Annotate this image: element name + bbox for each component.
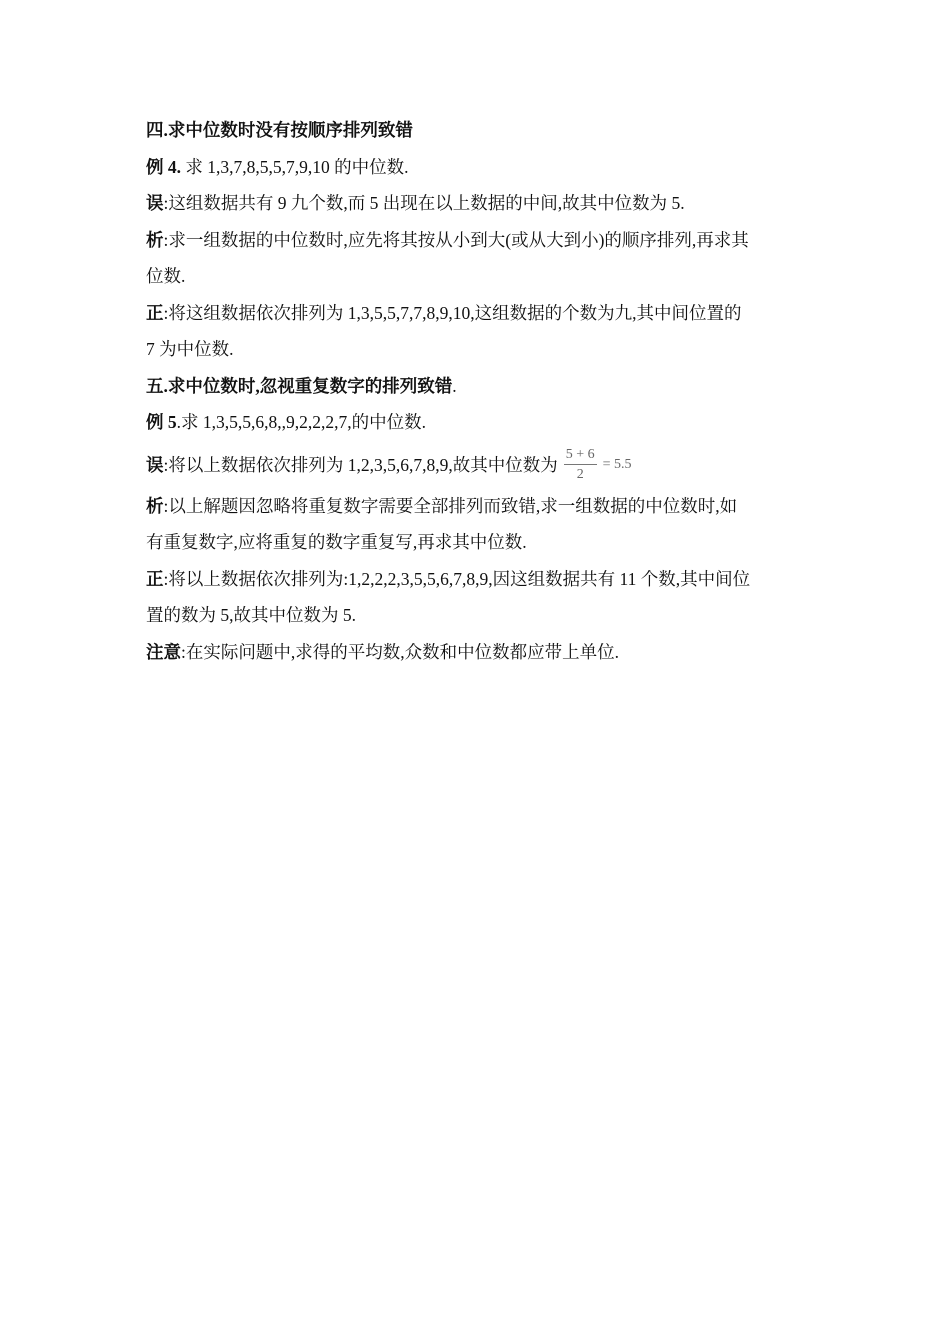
note-text: :在实际问题中,求得的平均数,众数和中位数都应带上单位.: [181, 641, 619, 662]
document-page: [146, 112, 814, 670]
example-5-correct-cont: 置的数为 5,故其中位数为 5.: [146, 605, 356, 625]
analysis-text: :求一组数据的中位数时,应先将其按从小到大(或从大到小)的顺序排列,再求其: [163, 229, 749, 250]
example-4-correct-cont: 7 为中位数.: [146, 339, 234, 359]
example-label: 例 4.: [146, 156, 181, 177]
wrong-label: 误: [146, 193, 164, 213]
note-line: [146, 634, 814, 671]
wrong-label: 误: [146, 455, 164, 475]
wrong-text: :这组数据共有 9 九个数,而 5 出现在以上数据的中间,故其中位数为 5.: [163, 193, 685, 213]
correct-text: :将以上数据依次排列为:1,2,2,2,3,5,5,6,7,8,9,因这组数据共有 11 个数,其中间位: [163, 568, 751, 589]
example-4-correct: [146, 295, 814, 332]
section-heading-4: 四.求中位数时没有按顺序排列致错: [146, 120, 413, 140]
fraction-result: = 5.5: [602, 456, 632, 472]
example-4-question: [146, 149, 814, 186]
example-5-question: [146, 404, 814, 441]
correct-label: 正: [146, 568, 164, 589]
correct-label: 正: [146, 302, 164, 323]
analysis-label: 析: [146, 229, 164, 250]
wrong-text: :将以上数据依次排列为 1,2,3,5,6,7,8,9,故其中位数为: [163, 455, 558, 475]
analysis-label: 析: [146, 495, 164, 516]
fraction-numerator: 5 + 6: [564, 446, 597, 465]
example-5-analysis: [146, 488, 814, 525]
fraction-denominator: 2: [576, 467, 584, 482]
correct-text: :将这组数据依次排列为 1,3,5,5,7,7,8,9,10,这组数据的个数为九,其中间位置的: [163, 302, 742, 323]
example-4-analysis: [146, 222, 814, 259]
example-5-correct: [146, 561, 814, 598]
example-text: 求 1,3,7,8,5,5,7,9,10 的中位数.: [181, 156, 409, 177]
example-label: 例 5: [146, 412, 177, 432]
example-5-analysis-cont: 有重复数字,应将重复的数字重复写,再求其中位数.: [146, 532, 527, 552]
analysis-text: :以上解题因忽略将重复数字需要全部排列而致错,求一组数据的中位数时,如: [163, 495, 738, 516]
example-4-analysis-cont: 位数.: [146, 266, 186, 286]
example-text: .求 1,3,5,5,6,8,,9,2,2,2,7,的中位数.: [176, 412, 426, 432]
section-heading-5: [146, 368, 814, 405]
fraction: [564, 446, 597, 483]
example-5-wrong: [146, 439, 814, 491]
note-label: 注意: [146, 641, 181, 662]
example-4-wrong: [146, 185, 814, 222]
heading-tail: .: [452, 375, 457, 396]
heading-text: 五.求中位数时,忽视重复数字的排列致错: [146, 375, 453, 396]
